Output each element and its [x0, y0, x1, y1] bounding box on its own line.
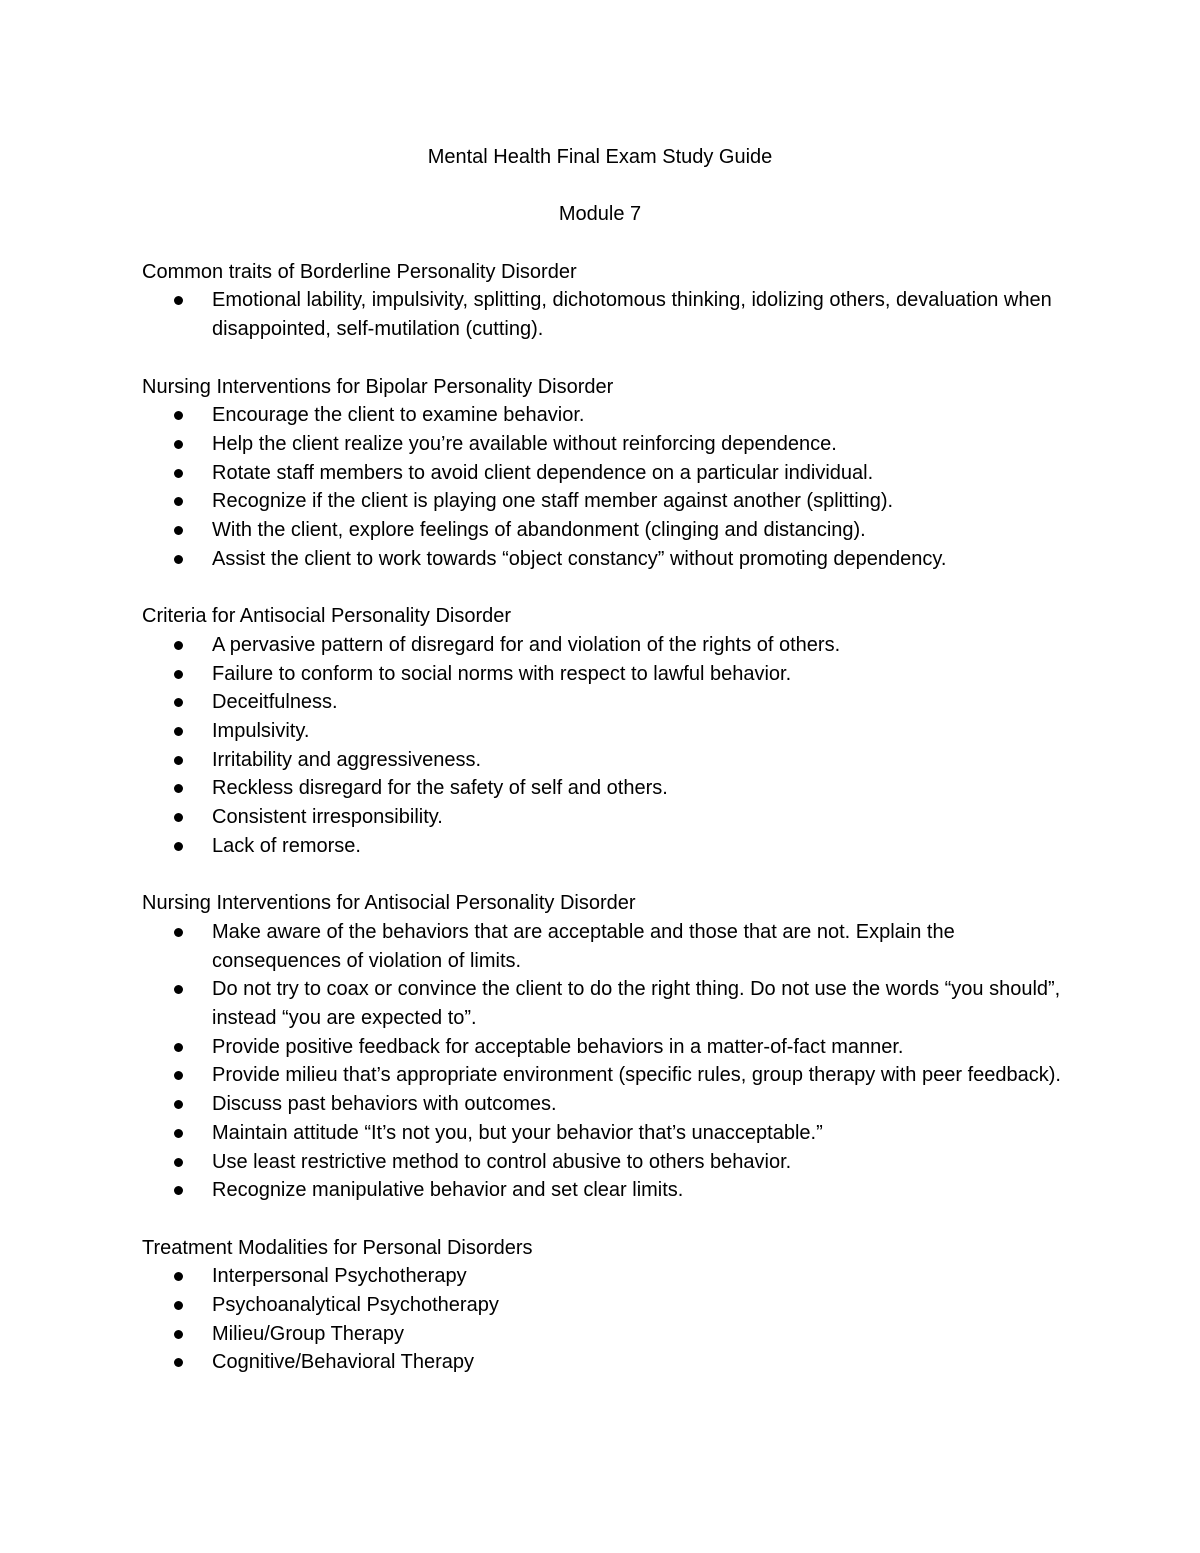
list-item-text: Make aware of the behaviors that are acceptable and those that are not. Explain the consequences of violation of limits.: [212, 920, 955, 972]
list-item-text: Psychoanalytical Psychotherapy: [212, 1294, 499, 1317]
list-item-text: Recognize if the client is playing one staff member against another (splitting).: [212, 490, 894, 513]
list-item: [142, 459, 1072, 488]
bullet-list: [142, 286, 1072, 343]
list-item-text: Reckless disregard for the safety of self and others.: [212, 777, 668, 800]
section-borderline-traits: [142, 258, 1072, 344]
list-item: [142, 1148, 1072, 1177]
list-item-text: Rotate staff members to avoid client dependence on a particular individual.: [212, 461, 874, 484]
bullet-icon: [174, 1100, 183, 1109]
list-item-text: Assist the client to work towards “object constancy” without promoting dependency.: [212, 547, 947, 570]
list-item: [142, 487, 1072, 516]
list-item-text: A pervasive pattern of disregard for and violation of the rights of others.: [212, 633, 841, 656]
list-item-text: Do not try to coax or convince the client to do the right thing. Do not use the words “you should”, instead “you are expected to”.: [212, 978, 1061, 1030]
list-item: [142, 1291, 1072, 1320]
list-item: [142, 1176, 1072, 1205]
list-item: [142, 430, 1072, 459]
bullet-icon: [174, 555, 183, 564]
list-item-text: Use least restrictive method to control abusive to others behavior.: [212, 1150, 792, 1173]
bullet-icon: [174, 842, 183, 851]
bullet-icon: [174, 698, 183, 707]
bullet-icon: [174, 1071, 183, 1080]
list-item: [142, 286, 1072, 343]
list-item-text: Provide positive feedback for acceptable behaviors in a matter-of-fact manner.: [212, 1035, 904, 1058]
bullet-icon: [174, 296, 183, 305]
list-item: [142, 1119, 1072, 1148]
list-item: [142, 774, 1072, 803]
list-item-text: Provide milieu that’s appropriate environment (specific rules, group therapy with peer feedback).: [212, 1064, 1061, 1087]
list-item-text: Discuss past behaviors with outcomes.: [212, 1093, 557, 1116]
module-label: Module 7: [558, 203, 642, 226]
bullet-icon: [174, 440, 183, 449]
bullet-icon: [174, 670, 183, 679]
list-item-text: Impulsivity.: [212, 720, 310, 742]
bullet-icon: [174, 813, 183, 822]
list-item-text: Help the client realize you’re available without reinforcing dependence.: [212, 432, 837, 455]
bullet-icon: [174, 1272, 183, 1281]
list-item: [142, 803, 1072, 832]
list-item-text: Failure to conform to social norms with respect to lawful behavior.: [212, 662, 792, 685]
list-item-text: Interpersonal Psychotherapy: [212, 1265, 467, 1288]
section-heading: Nursing Interventions for Bipolar Personality Disorder: [142, 375, 614, 398]
bullet-list: [142, 401, 1072, 573]
bullet-icon: [174, 469, 183, 478]
bullet-icon: [174, 641, 183, 650]
list-item: [142, 516, 1072, 545]
bullet-icon: [174, 727, 183, 736]
list-item: [142, 1033, 1072, 1062]
section-heading: Common traits of Borderline Personality Disorder: [142, 260, 577, 283]
bullet-list: [142, 631, 1072, 861]
list-item: [142, 746, 1072, 775]
list-item-text: Maintain attitude “It’s not you, but your behavior that’s unacceptable.”: [212, 1121, 823, 1144]
document-title: Mental Health Final Exam Study Guide: [427, 146, 773, 168]
list-item: [142, 688, 1072, 717]
section-treatment-modalities: [142, 1234, 1072, 1378]
list-item: [142, 717, 1072, 746]
bullet-icon: [174, 1186, 183, 1195]
section-antisocial-interventions: [142, 889, 1072, 1205]
section-heading: Nursing Interventions for Antisocial Personality Disorder: [142, 892, 636, 915]
document-body: [142, 143, 1072, 1377]
list-item-text: Milieu/Group Therapy: [212, 1322, 404, 1345]
list-item: [142, 975, 1072, 1032]
bullet-icon: [174, 784, 183, 793]
list-item: [142, 660, 1072, 689]
bullet-icon: [174, 756, 183, 765]
list-item-text: Cognitive/Behavioral Therapy: [212, 1351, 475, 1374]
bullet-icon: [174, 1129, 183, 1138]
bullet-icon: [174, 1330, 183, 1339]
list-item-text: With the client, explore feelings of abandonment (clinging and distancing).: [212, 519, 866, 542]
section-heading: Criteria for Antisocial Personality Disorder: [142, 605, 512, 628]
list-item: [142, 1348, 1072, 1377]
bullet-icon: [174, 985, 183, 994]
list-item-text: Lack of remorse.: [212, 834, 361, 857]
bullet-icon: [174, 411, 183, 420]
bullet-icon: [174, 497, 183, 506]
list-item-text: Irritability and aggressiveness.: [212, 748, 482, 771]
list-item: [142, 631, 1072, 660]
section-bipolar-interventions: [142, 373, 1072, 574]
list-item: [142, 832, 1072, 861]
list-item: [142, 1262, 1072, 1291]
list-item: [142, 918, 1072, 975]
bullet-icon: [174, 1358, 183, 1367]
bullet-icon: [174, 1301, 183, 1310]
list-item-text: Consistent irresponsibility.: [212, 806, 443, 829]
section-heading: Treatment Modalities for Personal Disorders: [142, 1236, 533, 1259]
list-item: [142, 1320, 1072, 1349]
list-item-text: Deceitfulness.: [212, 691, 338, 714]
list-item-text: Recognize manipulative behavior and set clear limits.: [212, 1179, 684, 1202]
bullet-icon: [174, 928, 183, 937]
bullet-icon: [174, 1158, 183, 1167]
bullet-icon: [174, 526, 183, 535]
bullet-list: [142, 1262, 1072, 1377]
list-item: [142, 1061, 1072, 1090]
list-item: [142, 401, 1072, 430]
section-antisocial-criteria: [142, 602, 1072, 860]
bullet-icon: [174, 1043, 183, 1052]
list-item-text: Emotional lability, impulsivity, splitting, dichotomous thinking, idolizing others, devaluation when disappointed, self-mutilation (cutting).: [212, 289, 1052, 341]
bullet-list: [142, 918, 1072, 1205]
list-item: [142, 1090, 1072, 1119]
list-item-text: Encourage the client to examine behavior.: [212, 404, 585, 427]
list-item: [142, 545, 1072, 574]
sections-container: [142, 258, 1072, 1377]
